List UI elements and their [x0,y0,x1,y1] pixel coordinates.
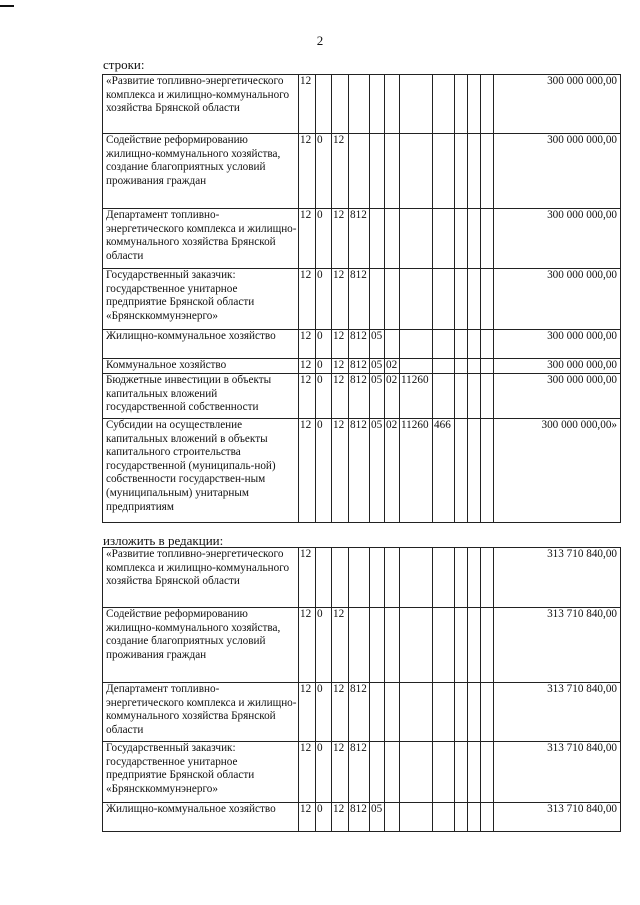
code-cell: 812 [349,419,370,523]
code-cell: 05 [370,803,385,832]
code-cell: 05 [370,374,385,419]
code-cell: 02 [385,359,400,374]
row-name-cell: Коммунальное хозяйство [103,359,299,374]
empty-cell [468,134,481,209]
code-cell: 12 [299,209,316,269]
empty-cell [468,269,481,330]
empty-cell [481,608,494,683]
amount-cell: 313 710 840,00 [494,683,621,742]
code-cell: 05 [370,359,385,374]
empty-cell [468,359,481,374]
code-cell [433,330,455,359]
code-cell: 12 [299,419,316,523]
code-cell: 0 [316,330,332,359]
amount-cell: 300 000 000,00 [494,269,621,330]
code-cell [433,75,455,134]
code-cell: 12 [332,374,349,419]
code-cell: 12 [299,548,316,608]
code-cell: 0 [316,134,332,209]
empty-cell [481,269,494,330]
empty-cell [481,548,494,608]
amount-cell: 300 000 000,00 [494,359,621,374]
row-name-cell: Содействие реформированию жилищно-коммунального хозяйства, создание благоприятных условий проживания граждан [103,608,299,683]
table-row [103,419,621,523]
empty-cell [455,419,468,523]
code-cell: 05 [370,330,385,359]
code-cell: 12 [299,683,316,742]
table-row [103,548,621,608]
code-cell [349,134,370,209]
code-cell [433,608,455,683]
code-cell [370,134,385,209]
amount-cell: 300 000 000,00 [494,374,621,419]
code-cell: 12 [332,359,349,374]
empty-cell [455,742,468,803]
code-cell: 0 [316,374,332,419]
code-cell: 12 [332,803,349,832]
row-name-cell: Жилищно-коммунальное хозяйство [103,330,299,359]
code-cell: 02 [385,419,400,523]
code-cell: 812 [349,803,370,832]
code-cell: 12 [332,209,349,269]
empty-cell [455,359,468,374]
code-cell [385,330,400,359]
code-cell [370,548,385,608]
code-cell [332,548,349,608]
empty-cell [455,330,468,359]
empty-cell [455,608,468,683]
table-row [103,359,621,374]
empty-cell [468,742,481,803]
empty-cell [455,683,468,742]
code-cell: 812 [349,209,370,269]
row-name-cell: «Развитие топливно-энергетического комплекса и жилищно-коммунального хозяйства Брянской области [103,548,299,608]
code-cell [385,548,400,608]
code-cell [370,742,385,803]
code-cell: 12 [332,608,349,683]
table-row [103,209,621,269]
code-cell [400,75,433,134]
table-row [103,269,621,330]
code-cell [433,374,455,419]
empty-cell [468,75,481,134]
empty-cell [468,803,481,832]
code-cell: 0 [316,419,332,523]
code-cell [349,608,370,683]
code-cell: 12 [299,134,316,209]
code-cell: 12 [299,803,316,832]
code-cell [349,548,370,608]
code-cell: 12 [299,359,316,374]
code-cell: 466 [433,419,455,523]
code-cell [433,803,455,832]
code-cell: 0 [316,608,332,683]
code-cell: 12 [332,269,349,330]
empty-cell [481,742,494,803]
table-row [103,608,621,683]
code-cell: 11260 [400,374,433,419]
code-cell: 12 [299,608,316,683]
table-row [103,803,621,832]
amount-cell: 300 000 000,00 [494,134,621,209]
corner-mark [0,5,14,7]
code-cell [400,742,433,803]
empty-cell [481,374,494,419]
code-cell [370,269,385,330]
code-cell: 0 [316,803,332,832]
code-cell [349,75,370,134]
code-cell: 12 [299,269,316,330]
empty-cell [468,209,481,269]
empty-cell [481,330,494,359]
empty-cell [455,269,468,330]
table-row [103,683,621,742]
amount-cell: 300 000 000,00 [494,330,621,359]
row-name-cell: Департамент топливно-энергетического комплекса и жилищно-коммунального хозяйства Брянской области [103,683,299,742]
code-cell [370,75,385,134]
section-label-rows: строки: [103,57,145,72]
empty-cell [481,359,494,374]
code-cell: 0 [316,209,332,269]
code-cell [385,683,400,742]
empty-cell [481,134,494,209]
empty-cell [455,75,468,134]
empty-cell [481,75,494,134]
row-name-cell: Государственный заказчик: государственное унитарное предприятие Брянской области «Брянсккоммунэнерго» [103,269,299,330]
empty-cell [455,548,468,608]
amount-cell: 300 000 000,00» [494,419,621,523]
code-cell [370,608,385,683]
code-cell [400,269,433,330]
empty-cell [468,330,481,359]
code-cell [385,269,400,330]
row-name-cell: Содействие реформированию жилищно-коммунального хозяйства, создание благоприятных условий проживания граждан [103,134,299,209]
code-cell [400,359,433,374]
code-cell: 812 [349,742,370,803]
code-cell [433,209,455,269]
code-cell: 0 [316,359,332,374]
code-cell [385,742,400,803]
code-cell [400,608,433,683]
empty-cell [481,209,494,269]
page-number: 2 [316,33,324,48]
row-name-cell: Жилищно-коммунальное хозяйство [103,803,299,832]
table-row [103,75,621,134]
code-cell: 12 [299,330,316,359]
table-row [103,330,621,359]
code-cell [400,548,433,608]
code-cell [316,75,332,134]
empty-cell [468,608,481,683]
code-cell: 812 [349,374,370,419]
row-name-cell: Государственный заказчик: государственное унитарное предприятие Брянской области «Брянсккоммунэнерго» [103,742,299,803]
table-row [103,374,621,419]
code-cell: 0 [316,683,332,742]
empty-cell [481,683,494,742]
amount-cell: 300 000 000,00 [494,75,621,134]
row-name-cell: Бюджетные инвестиции в объекты капитальных вложений государственной собственности [103,374,299,419]
code-cell: 0 [316,269,332,330]
amount-cell: 313 710 840,00 [494,608,621,683]
code-cell [433,134,455,209]
empty-cell [481,803,494,832]
amount-cell: 313 710 840,00 [494,548,621,608]
empty-cell [455,209,468,269]
code-cell [385,803,400,832]
empty-cell [455,134,468,209]
code-cell [433,742,455,803]
table-row [103,742,621,803]
row-name-cell: Субсидии на осуществление капитальных вложений в объекты капитального строительства государственной (муниципаль-ной) собственности государствен-ным (муниципальным) унитарным предприятиям [103,419,299,523]
code-cell: 12 [332,134,349,209]
code-cell: 12 [332,742,349,803]
code-cell [400,134,433,209]
code-cell: 05 [370,419,385,523]
table-row [103,134,621,209]
code-cell: 812 [349,269,370,330]
code-cell [385,75,400,134]
code-cell [385,134,400,209]
code-cell: 12 [299,75,316,134]
code-cell [433,683,455,742]
code-cell [433,269,455,330]
amount-cell: 313 710 840,00 [494,742,621,803]
empty-cell [481,419,494,523]
code-cell: 0 [316,742,332,803]
empty-cell [468,419,481,523]
empty-cell [468,548,481,608]
code-cell: 12 [299,374,316,419]
amount-cell: 313 710 840,00 [494,803,621,832]
code-cell: 02 [385,374,400,419]
code-cell [400,330,433,359]
section-label-new-edition: изложить в редакции: [103,533,224,548]
empty-cell [455,803,468,832]
row-name-cell: «Развитие топливно-энергетического комплекса и жилищно-коммунального хозяйства Брянской области [103,75,299,134]
code-cell: 11260 [400,419,433,523]
code-cell [332,75,349,134]
amount-cell: 300 000 000,00 [494,209,621,269]
code-cell [316,548,332,608]
code-cell [370,209,385,269]
code-cell: 12 [332,683,349,742]
code-cell: 812 [349,330,370,359]
code-cell [433,359,455,374]
empty-cell [468,374,481,419]
code-cell: 812 [349,359,370,374]
code-cell [433,548,455,608]
code-cell [385,209,400,269]
budget-table-original [102,74,621,523]
code-cell [385,608,400,683]
code-cell: 12 [332,330,349,359]
budget-table-new-edition [102,547,621,832]
code-cell: 12 [332,419,349,523]
code-cell [400,209,433,269]
code-cell [400,803,433,832]
empty-cell [455,374,468,419]
code-cell [400,683,433,742]
row-name-cell: Департамент топливно-энергетического комплекса и жилищно-коммунального хозяйства Брянской области [103,209,299,269]
code-cell: 812 [349,683,370,742]
code-cell: 12 [299,742,316,803]
code-cell [370,683,385,742]
empty-cell [468,683,481,742]
